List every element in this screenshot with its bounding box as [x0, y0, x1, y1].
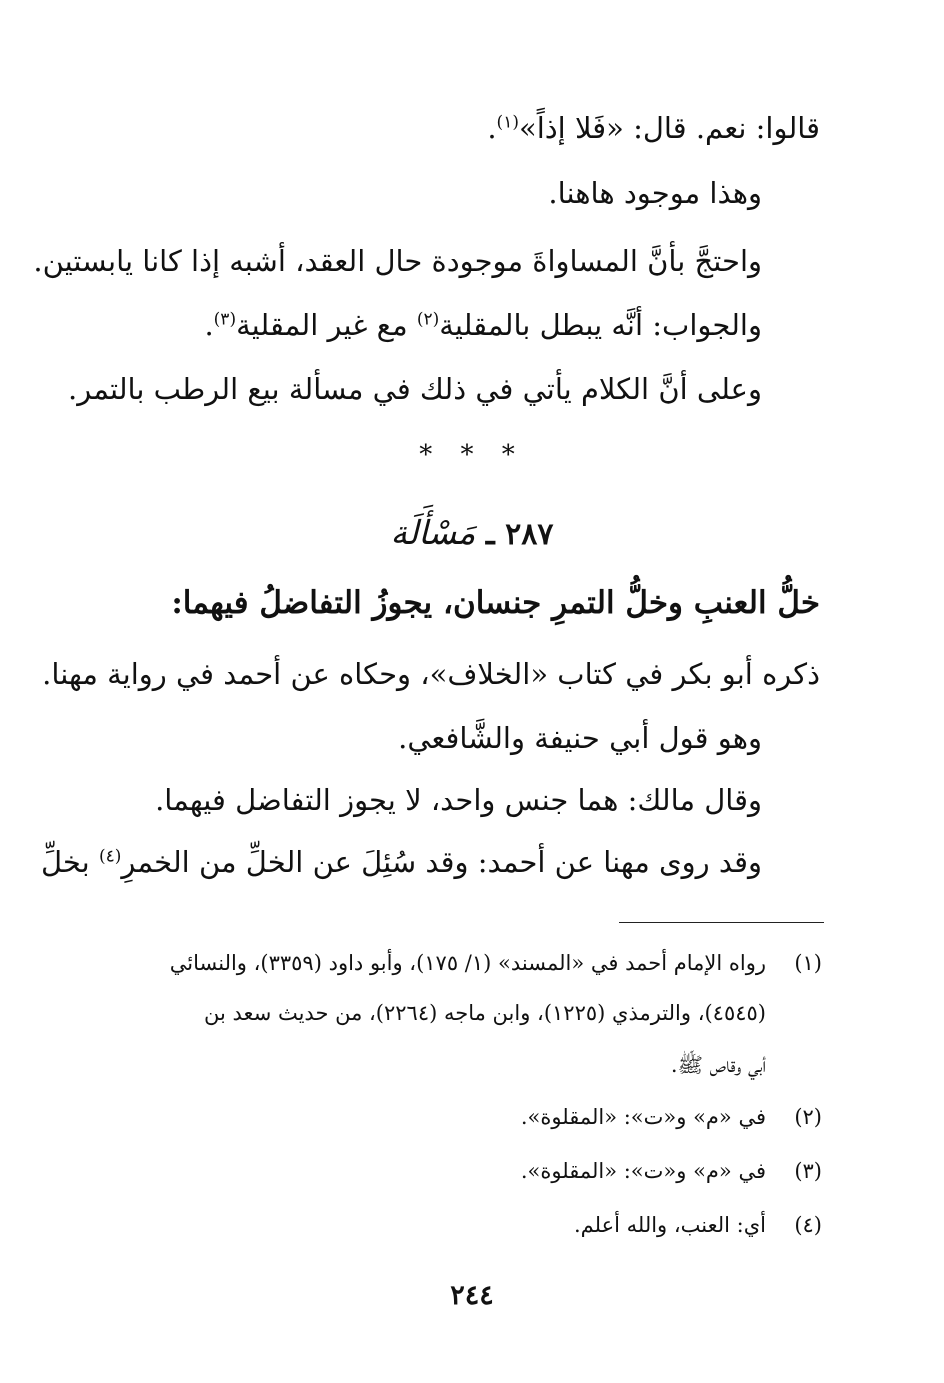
body-line-4 [204, 305, 762, 345]
body2-line-4-b: بخلِّ [40, 845, 99, 879]
footnote-1-line-3: أبي وقاص ﷺ. [670, 1053, 766, 1077]
body-line-1-end: . [487, 111, 497, 145]
footnote-3-number: (٣) [794, 1159, 822, 1183]
body-line-1 [487, 108, 820, 148]
footnote-ref-3[interactable]: (٣) [213, 309, 237, 330]
body2-line-1: ذكره أبو بكر في كتاب «الخلاف»، وحكاه عن أحمد في رواية مهنا. [42, 657, 820, 691]
body-line-3: واحتجَّ بأنَّ المساواةَ موجودة حال العقد، أشبه إذا كانا يابستين. [33, 244, 762, 278]
footnote-divider [619, 922, 824, 923]
footnote-ref-1[interactable]: (١) [496, 112, 519, 133]
footnote-3-text: في «م» و«ت»: «المقلوة». [520, 1159, 766, 1183]
footnote-ref-4[interactable]: (٤) [98, 846, 122, 867]
body-line-4-a: والجواب: أنَّه يبطل بالمقلية [439, 308, 762, 342]
body-line-4-end: . [204, 308, 214, 342]
footnote-4-number: (٤) [794, 1213, 822, 1237]
footnote-2-number: (٢) [794, 1105, 822, 1129]
footnote-1-line-2: (٤٥٤٥)، والترمذي (١٢٢٥)، وابن ماجه (٢٢٦٤)، من حديث سعد بن [204, 1001, 766, 1025]
footnote-4-text: أي: العنب، والله أعلم. [573, 1213, 766, 1237]
masala-number: ٢٨٧ [505, 517, 554, 552]
footnote-1-line-1: رواه الإمام أحمد في «المسند» (١/ ١٧٥)، وأبو داود (٣٣٥٩)، والنسائي [169, 951, 766, 975]
masala-heading: خلُّ العنبِ وخلُّ التمرِ جنسان، يجوزُ التفاضلُ فيهما: [171, 585, 820, 621]
footnote-ref-2[interactable]: (٢) [416, 309, 440, 330]
footnote-1-number: (١) [794, 951, 822, 975]
body-line-4-b: مع غير المقلية [236, 308, 417, 342]
body2-line-4-a: وقد روى مهنا عن أحمد: وقد سُئِلَ عن الخلِّ من الخمرِ [121, 845, 762, 879]
body2-line-4 [41, 842, 762, 882]
masala-word: مَسْأَلَة [390, 513, 476, 552]
body2-line-3: وقال مالك: هما جنس واحد، لا يجوز التفاضل فيهما. [155, 783, 762, 817]
body-line-2: وهذا موجود هاهنا. [548, 176, 762, 210]
masala-title [0, 508, 944, 560]
body-line-5: وعلى أنَّ الكلام يأتي في ذلك في مسألة بيع الرطب بالتمر. [67, 372, 762, 406]
masala-dash: ـ [475, 517, 506, 552]
section-separator: * * * [419, 440, 525, 470]
body-line-1-text: قالوا: نعم. قال: «فَلا إذاً» [518, 111, 820, 145]
body2-line-2: وهو قول أبي حنيفة والشَّافعي. [398, 721, 762, 755]
footnote-2-text: في «م» و«ت»: «المقلوة». [520, 1105, 766, 1129]
page-number: ٢٤٤ [450, 1280, 494, 1311]
